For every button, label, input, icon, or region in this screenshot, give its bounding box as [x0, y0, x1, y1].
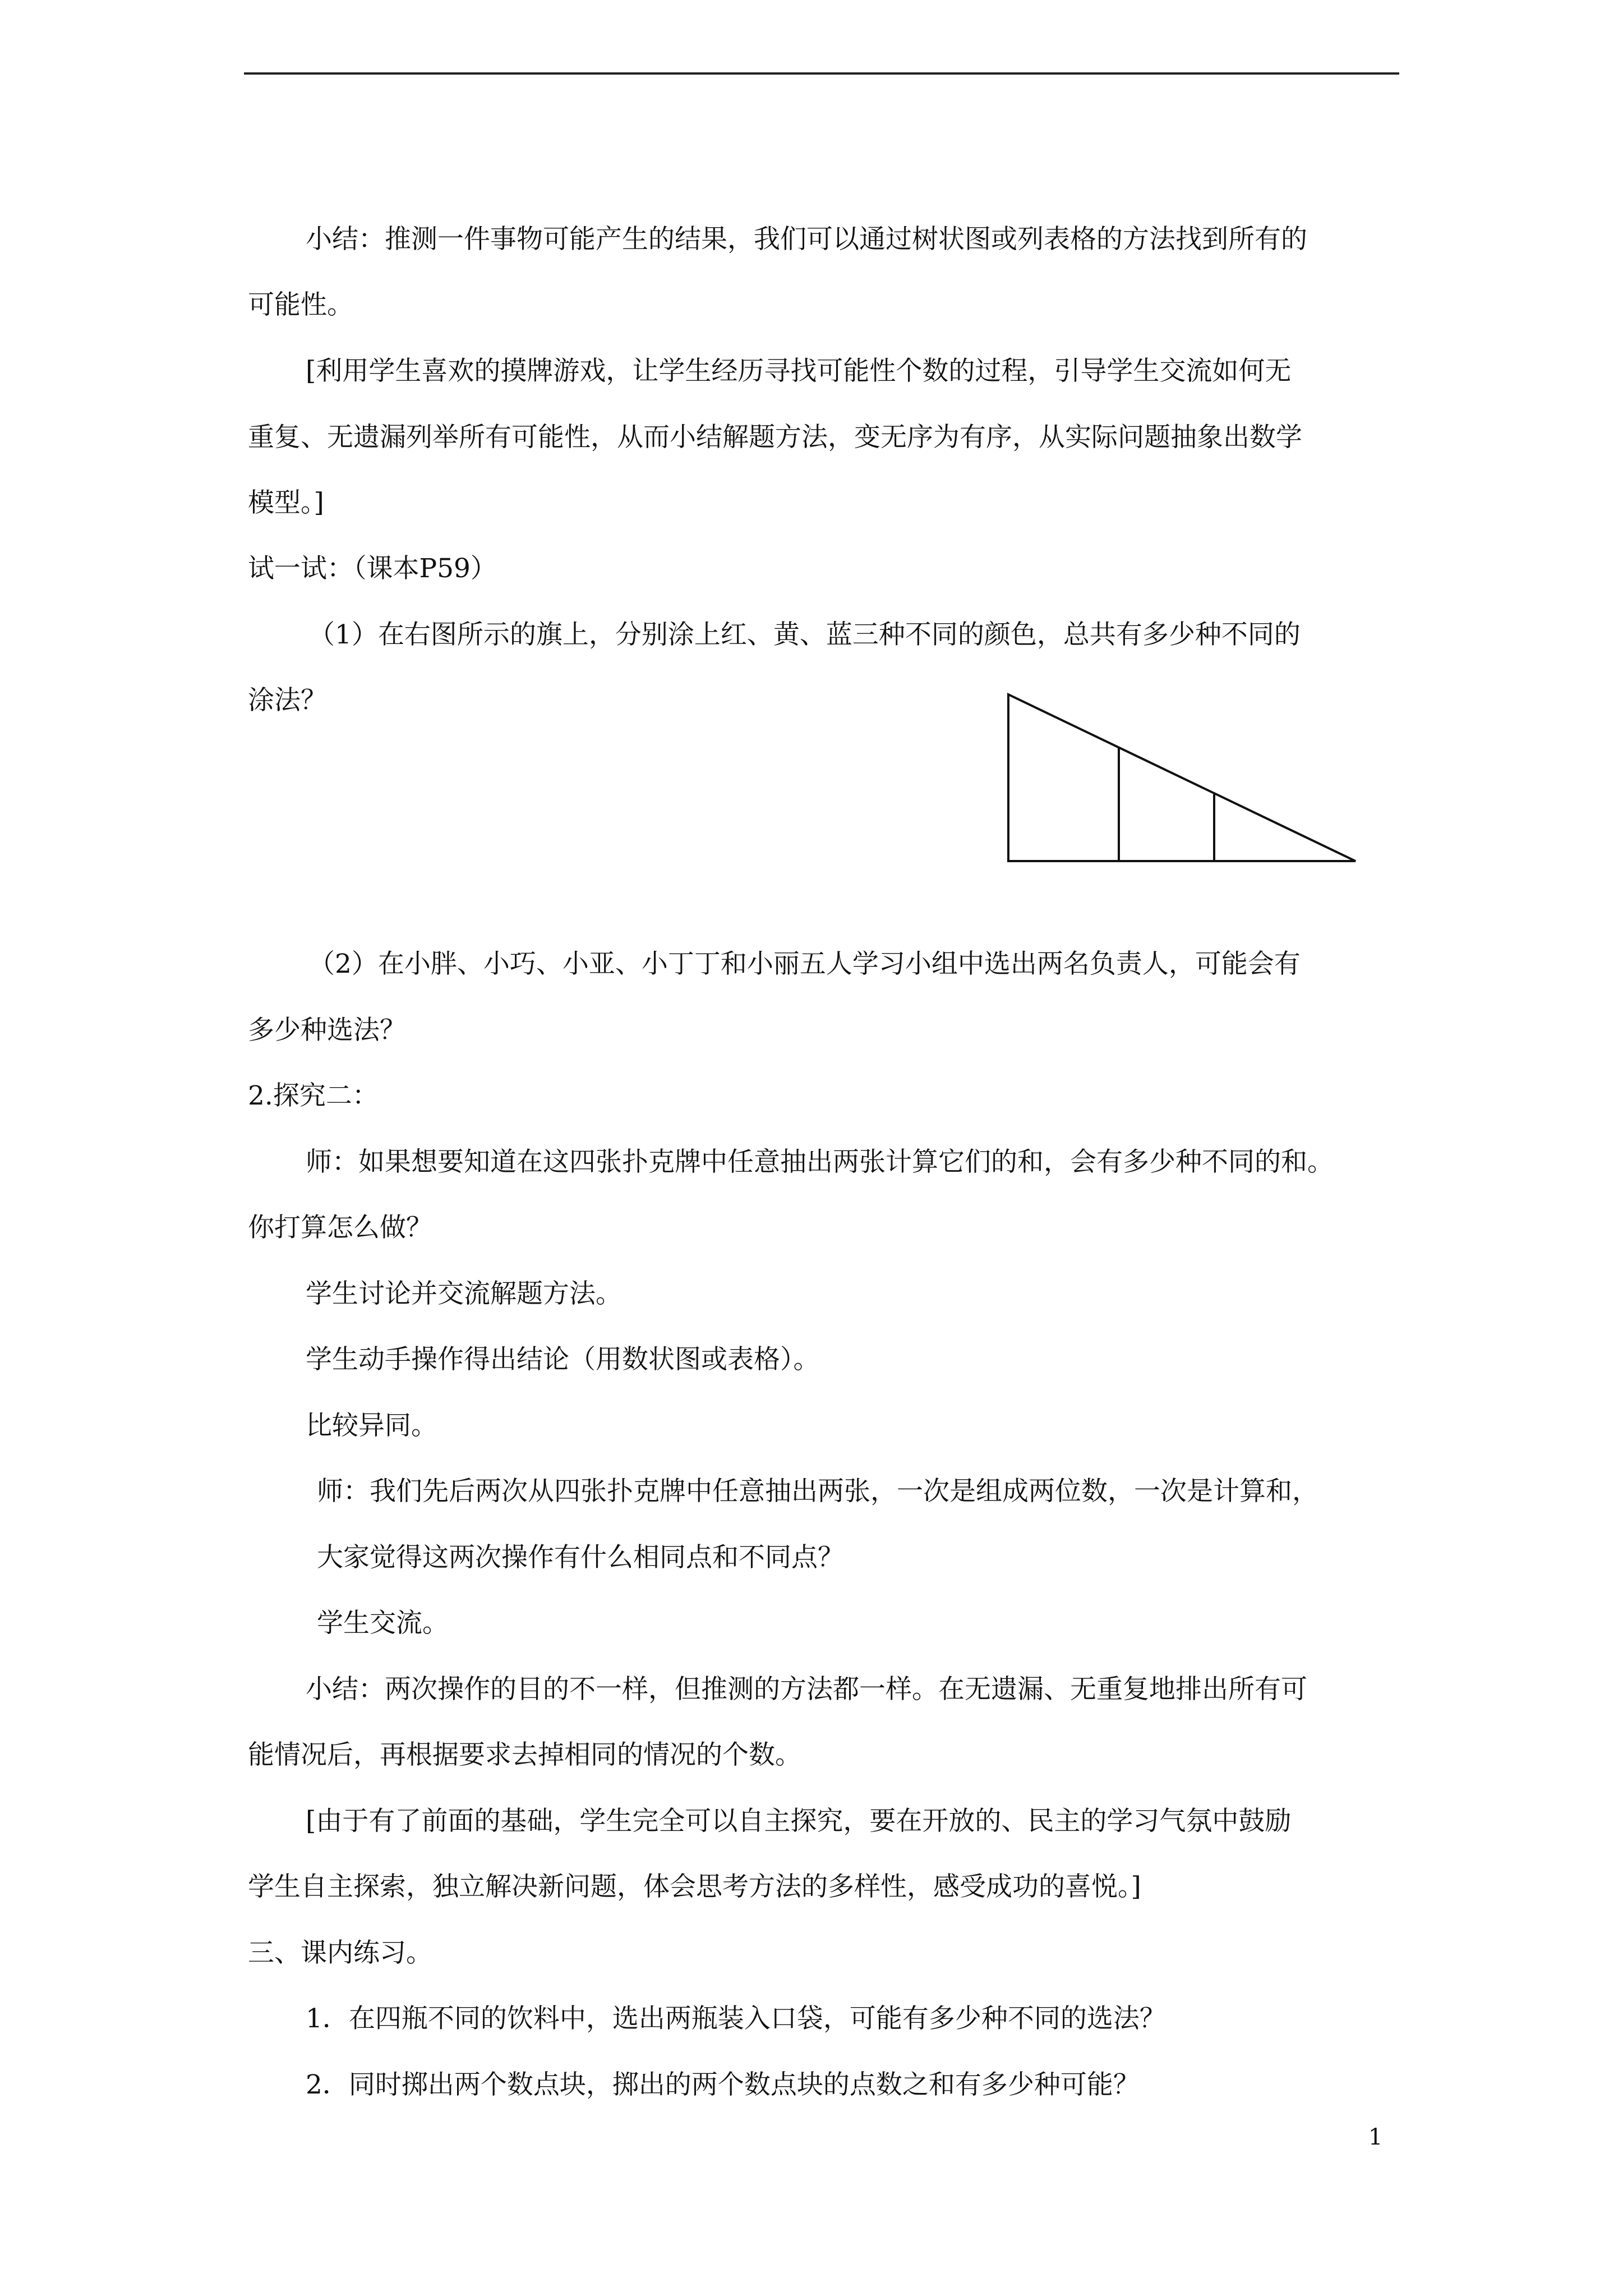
- teacher-1-line-1: 师：如果想要知道在这四张扑克牌中任意抽出两张计算它们的和，会有多少种不同的和。: [306, 1147, 1334, 1177]
- flag-diagram: [1007, 693, 1366, 872]
- teacher-1-line-2: 你打算怎么做？: [248, 1212, 432, 1243]
- student-discuss: 学生讨论并交流解题方法。: [306, 1278, 622, 1309]
- try-heading: 试一试：（课本P59）: [248, 553, 497, 584]
- comment-1-line-1: [利用学生喜欢的摸牌游戏，让学生经历寻找可能性个数的过程，引导学生交流如何无: [306, 356, 1292, 386]
- comment-1-line-3: 模型。]: [248, 487, 324, 518]
- summary-1-line-2: 可能性。: [248, 289, 353, 320]
- comment-2-line-1: [由于有了前面的基础，学生完全可以自主探究，要在开放的、民主的学习气氛中鼓励: [306, 1806, 1292, 1837]
- header-rule: [244, 72, 1399, 75]
- flag-outline: [1008, 694, 1355, 861]
- summary-1-line-1: 小结：推测一件事物可能产生的结果，我们可以通过树状图或列表格的方法找到所有的: [306, 224, 1307, 255]
- section-3-heading: 三、课内练习。: [248, 1938, 432, 1968]
- try-q1-line-2: 涂法？: [248, 685, 327, 716]
- comment-1-line-2: 重复、无遗漏列举所有可能性，从而小结解题方法，变无序为有序，从实际问题抽象出数学: [248, 422, 1302, 453]
- compare: 比较异同。: [306, 1410, 437, 1441]
- summary-2-line-1: 小结：两次操作的目的不一样，但推测的方法都一样。在无遗漏、无重复地排出所有可: [306, 1674, 1307, 1705]
- student-operate: 学生动手操作得出结论（用数状图或表格）。: [306, 1344, 820, 1375]
- exercise-1: 1．在四瓶不同的饮料中，选出两瓶装入口袋，可能有多少种不同的选法？: [306, 2003, 1166, 2034]
- try-q2-line-1: （2）在小胖、小巧、小亚、小丁丁和小丽五人学习小组中选出两名负责人，可能会有: [308, 949, 1301, 979]
- page-number: 1: [1368, 2124, 1383, 2150]
- summary-2-line-2: 能情况后，再根据要求去掉相同的情况的个数。: [248, 1740, 801, 1770]
- teacher-2-line-2: 大家觉得这两次操作有什么相同点和不同点？: [317, 1542, 844, 1573]
- try-q2-line-2: 多少种选法？: [248, 1015, 406, 1046]
- try-q1-line-1: （1）在右图所示的旗上，分别涂上红、黄、蓝三种不同的颜色，总共有多少种不同的: [308, 619, 1301, 650]
- student-exchange: 学生交流。: [317, 1608, 449, 1639]
- teacher-2-line-1: 师：我们先后两次从四张扑克牌中任意抽出两张，一次是组成两位数，一次是计算和，: [317, 1476, 1318, 1507]
- comment-2-line-2: 学生自主探索，独立解决新问题，体会思考方法的多样性，感受成功的喜悦。]: [248, 1871, 1141, 1902]
- explore-2-heading: 2.探究二：: [248, 1080, 379, 1111]
- exercise-2: 2．同时掷出两个数点块，掷出的两个数点块的点数之和有多少种可能？: [306, 2069, 1140, 2100]
